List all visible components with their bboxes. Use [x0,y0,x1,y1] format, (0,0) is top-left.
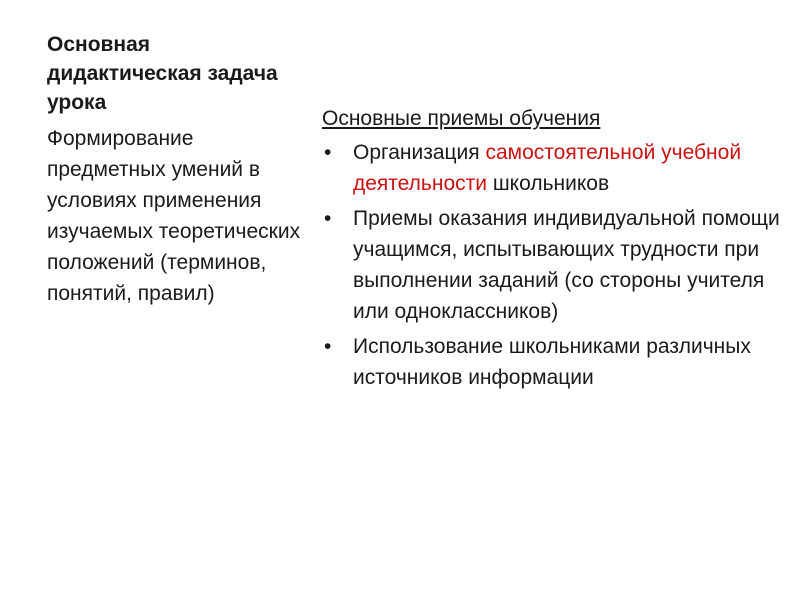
right-column [322,103,792,397]
list-item [322,331,792,393]
list-item-text-after: школьников [487,172,610,195]
list-item-text: Использование школьниками различных источников информации [353,335,751,389]
list-item [322,137,792,199]
teaching-methods-heading: Основные приемы обучения [322,107,601,130]
bullet-icon: • [324,335,332,358]
teaching-methods-list [322,137,792,393]
list-item [322,203,792,327]
bullet-icon: • [324,207,332,230]
list-item-text: Приемы оказания индивидуальной помощи учащимся, испытывающих трудности при выполнении заданий (со стороны учителя или одноклассников) [353,207,780,323]
highlighted-text: самостоятельной учебной деятельности [353,141,742,195]
lesson-task-description: Формирование предметных умений в условиях применения изучаемых теоретических положений (терминов, понятий, правил) [47,127,301,305]
bullet-icon: • [324,141,332,164]
left-column [47,30,307,309]
list-item-text-before: Организация [353,141,486,164]
lesson-task-title: Основная дидактическая задача урока [47,33,278,114]
